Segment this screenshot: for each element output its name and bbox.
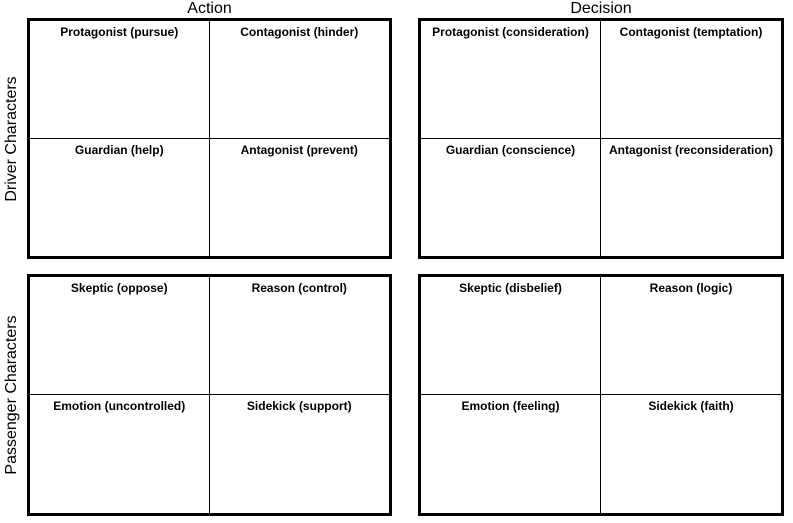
cell-sidekick-support: Sidekick (support) [246,399,352,413]
cell-contagonist-hinder: Contagonist (hinder) [210,21,390,139]
cell-reason-logic: Reason (logic) [601,277,781,395]
cell-skeptic-oppose: Skeptic (oppose) [30,277,210,395]
cell-contagonist-temptation: Contagonist (temptation) [601,21,781,139]
quadrant-driver-action [27,18,392,259]
cell-guardian-conscience: Guardian (conscience) [421,139,601,257]
quadrant-driver-decision [418,18,784,259]
column-header-decision: Decision [570,0,632,17]
quadrant-passenger-decision [418,274,784,516]
cell-protagonist-consideration: Protagonist (consideration) [421,21,601,139]
row-header-passenger-label: Passenger Characters [3,315,20,475]
cell-antagonist-reconsideration: Antagonist (reconsideration) [608,142,773,157]
row-header-passenger [0,274,24,516]
cell-sidekick-faith: Sidekick (faith) [648,399,734,413]
cell-antagonist-prevent: Antagonist (prevent) [240,142,358,157]
cell-skeptic-disbelief: Skeptic (disbelief) [421,277,601,395]
cell-guardian-help: Guardian (help) [30,139,210,257]
cell-protagonist-pursue: Protagonist (pursue) [30,21,210,139]
row-header-driver-label: Driver Characters [3,75,20,202]
row-header-driver [0,18,24,259]
cell-reason-control: Reason (control) [210,277,390,395]
quadrant-passenger-action [27,274,392,516]
cell-emotion-uncontrolled: Emotion (uncontrolled) [30,395,210,513]
column-header-action: Action [187,0,232,17]
cell-emotion-feeling: Emotion (feeling) [421,395,601,513]
